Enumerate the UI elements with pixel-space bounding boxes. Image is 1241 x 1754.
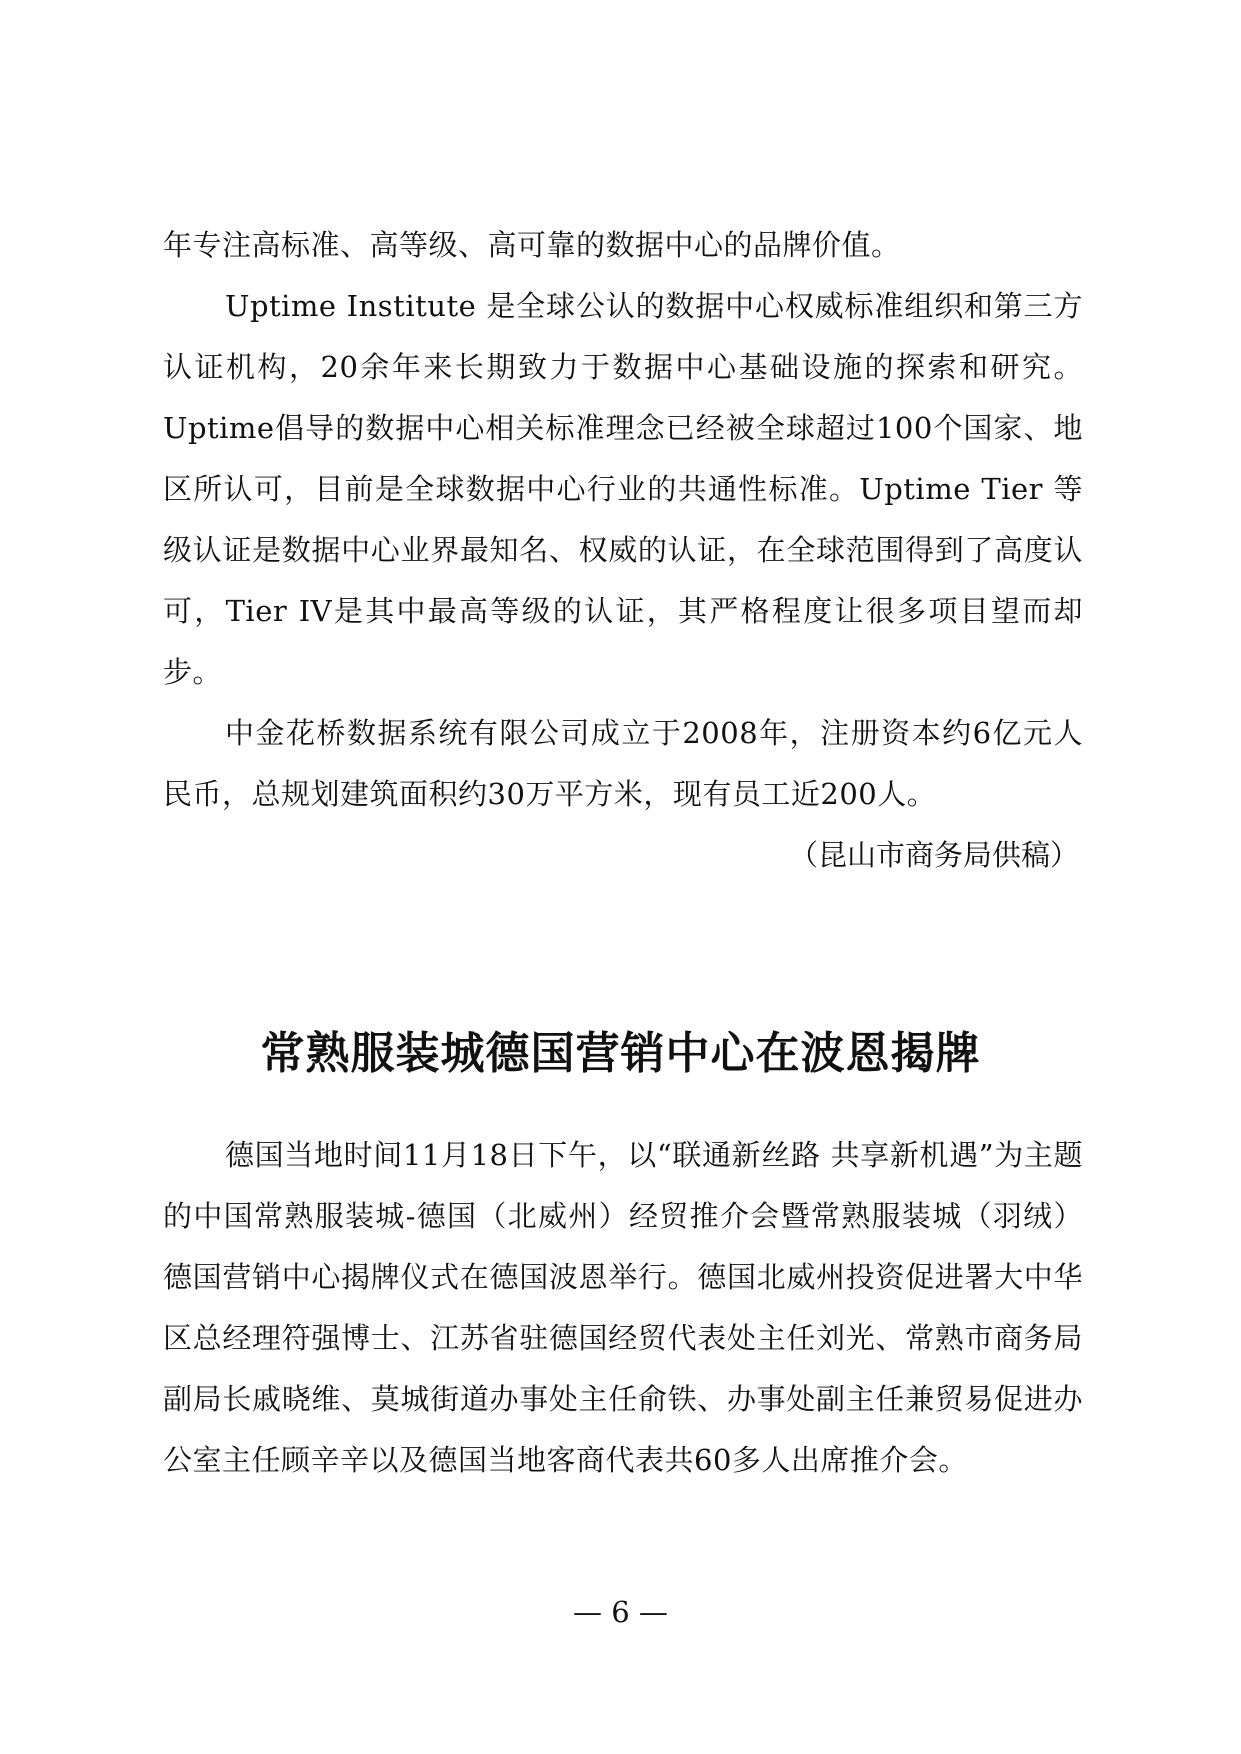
article-1-credit: （昆山市商务局供稿） xyxy=(788,838,1079,872)
article-2-body xyxy=(163,1125,1083,1491)
article-1-paragraph-uptime: Uptime Institute 是全球公认的数据中心权威标准组织和第三方认证机构，20余年来长期致力于数据中心基础设施的探索和研究。Uptime倡导的数据中心相关标准理念已经被全球超过100个国家、地区所认可，目前是全球数据中心行业的共通性标准。Uptime Tier 等级认证是数据中心业界最知名、权威的认证，在全球范围得到了高度认可，Tier IV是其中最高等级的认证，其严格程度让很多项目望而却步。 xyxy=(163,289,1083,689)
article-1-body xyxy=(163,215,1083,886)
article-1-paragraph-continued: 年专注高标准、高等级、高可靠的数据中心的品牌价值。 xyxy=(163,228,901,262)
page-number: — 6 — xyxy=(573,1595,668,1629)
article-2-title: 常熟服装城德国营销中心在波恩揭牌 xyxy=(260,1028,981,1080)
article-1-paragraph-company: 中金花桥数据系统有限公司成立于2008年，注册资本约6亿元人民币，总规划建筑面积约30万平方米，现有员工近200人。 xyxy=(163,716,1083,811)
article-2-paragraph: 德国当地时间11月18日下午，以“联通新丝路 共享新机遇”为主题的中国常熟服装城-德国（北威州）经贸推介会暨常熟服装城（羽绒）德国营销中心揭牌仪式在德国波恩举行。德国北威州投资促进署大中华区总经理符强博士、江苏省驻德国经贸代表处主任刘光、常熟市商务局副局长戚晓维、莫城街道办事处主任俞铁、办事处副主任兼贸易促进办公室主任顾辛辛以及德国当地客商代表共60多人出席推介会。 xyxy=(163,1138,1083,1477)
